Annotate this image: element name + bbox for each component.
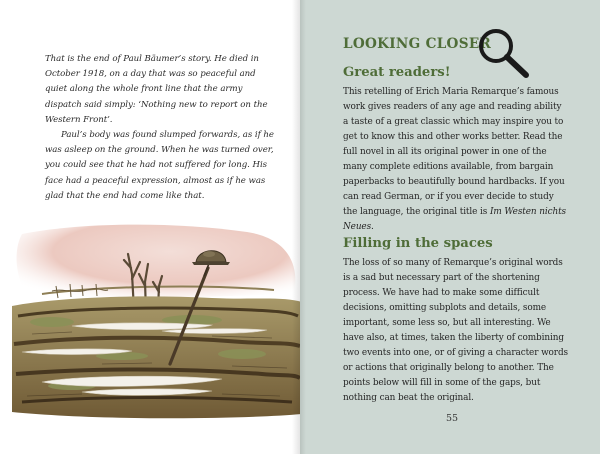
page-title: LOOKING CLOSER [343,36,492,52]
story-text [45,52,275,204]
section-text-great-readers [343,85,568,235]
page-number: 55 [445,413,459,424]
page-gutter [292,0,306,454]
section-heading-filling-spaces: Filling in the spaces [343,236,493,251]
section-text-main: This retelling of Erich Maria Remarque’s famous work gives readers of any age and reading ability a taste of a great classic which may inspire you to get to know this and other works better. Read the full novel in all its original power in one of the many complete editions available, from bargain paperbacks to beautifully bound hardbacks. If you can read German, or if you ever decide to study the language, the original title is [343,87,565,217]
story-paragraph-2: Paul’s body was found slumped forwards, as if he was asleep on the ground. When he was turned over, you could see that he had not suffered for long. His face had a peaceful expression, almost as if he was glad that the end had come like that. [45,130,274,201]
trench-illustration [12,224,302,420]
story-paragraph-1: That is the end of Paul Bäumer’s story. He died in October 1918, on a day that was so peaceful and quiet along the whole front line that the army dispatch said simply: ‘Nothing new to report on the Western Front’. [45,54,268,125]
original-title: Im Westen nichts Neues [343,207,567,232]
magnifying-glass-icon [472,24,534,82]
section-heading-great-readers: Great readers! [343,65,451,80]
section-text-filling-spaces: The loss of so many of Remarque’s original words is a sad but necessary part of the shortening process. We have had to make some difficult decisions, omitting subplots and details, some important, some less so, but all interesting. We have also, at times, taken the liberty of combining two events into one, or of giving a character words or actions that originally belong to another. The points below will fill in some of the gaps, but nothing can beat the original. [343,258,568,403]
section-text-end: . [371,222,374,232]
